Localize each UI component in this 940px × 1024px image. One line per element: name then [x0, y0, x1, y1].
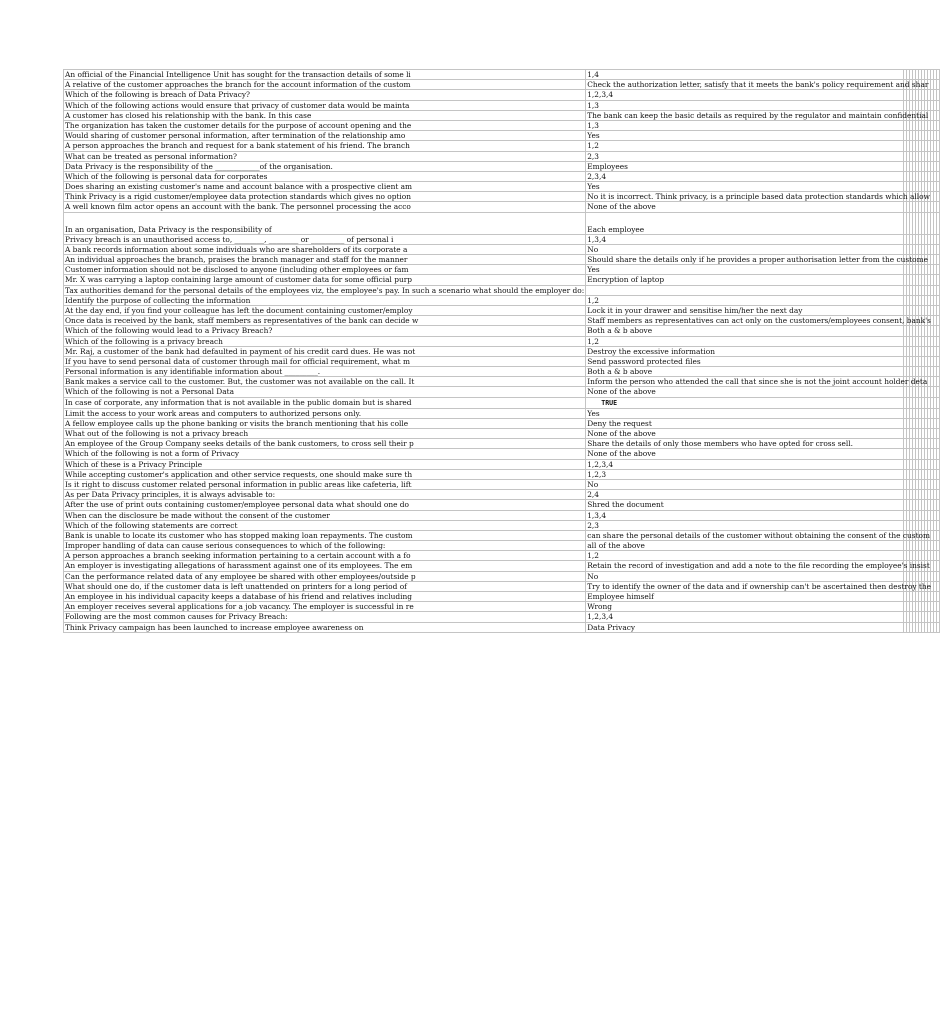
table-row — [64, 469, 940, 479]
answer-text: No it is incorrect. Think privacy, is a principle based data protection standards which allow — [587, 192, 930, 202]
answer-text: Employees — [587, 161, 628, 171]
answer-cell[interactable] — [586, 439, 904, 449]
answer-text: Encryption of laptop — [587, 275, 665, 285]
empty-cell[interactable] — [937, 161, 940, 171]
answer-text: No — [587, 571, 599, 581]
table-row — [64, 255, 940, 265]
empty-cell[interactable] — [937, 70, 940, 80]
question-cell[interactable]: Think Privacy is a rigid customer/employee data protection standards which gives no option — [64, 192, 586, 202]
empty-cell[interactable] — [937, 151, 940, 161]
answer-text: Staff members as representatives can act only on the customers/employees consent, bank's — [587, 316, 931, 326]
empty-cell[interactable] — [937, 520, 940, 530]
table-row — [64, 141, 940, 151]
answer-cell[interactable] — [586, 469, 904, 479]
answer-cell[interactable] — [586, 418, 904, 428]
table-row — [64, 120, 940, 130]
question-cell[interactable]: Which of the following statements are correct — [64, 520, 586, 530]
question-cell[interactable]: Improper handling of data can cause serious consequences to which of the following: — [64, 541, 586, 551]
question-cell[interactable]: An employee of the Group Company seeks details of the bank customers, to cross sell their p — [64, 439, 586, 449]
question-cell[interactable]: Data Privacy is the responsibility of the ____________of the organisation. — [64, 161, 586, 171]
question-cell[interactable]: Tax authorities demand for the personal details of the employees viz, the employee's pay. In such a scenario what should the employer do: — [65, 285, 585, 295]
question-cell[interactable]: A customer has closed his relationship with the bank. In this case — [64, 110, 586, 120]
table-row — [64, 367, 940, 377]
empty-cell[interactable] — [937, 418, 940, 428]
answer-cell[interactable] — [586, 100, 904, 110]
question-cell[interactable]: At the day end, if you find your colleague has left the document containing customer/employ — [64, 305, 586, 315]
answer-text: None of the above — [587, 449, 656, 459]
empty-cell[interactable] — [937, 581, 940, 591]
answer-text: 2,3,4 — [587, 171, 607, 181]
question-cell[interactable]: When can the disclosure be made without the consent of the customer — [64, 510, 586, 520]
table-row — [64, 131, 940, 141]
answer-cell[interactable] — [586, 90, 904, 100]
answer-cell[interactable] — [586, 479, 904, 489]
empty-cell[interactable] — [937, 326, 940, 336]
table-row — [64, 551, 940, 561]
empty-cell[interactable] — [937, 469, 940, 479]
table-row — [64, 612, 940, 622]
spreadsheet-grid — [63, 69, 940, 633]
answer-text: Inform the person who attended the call that since she is not the joint account holder deta — [587, 377, 928, 387]
empty-cell[interactable] — [937, 141, 940, 151]
question-cell[interactable]: What can be treated as personal information? — [64, 151, 586, 161]
question-cell[interactable]: The organization has taken the customer details for the purpose of account opening and the — [64, 120, 586, 130]
answer-cell[interactable] — [586, 571, 904, 581]
question-cell[interactable]: Would sharing of customer personal information, after termination of the relationship amo — [64, 131, 586, 141]
table-row — [64, 429, 940, 439]
empty-cell[interactable] — [937, 356, 940, 366]
table-row — [64, 439, 940, 449]
table-row — [64, 449, 940, 459]
empty-cell[interactable] — [937, 510, 940, 520]
empty-cell[interactable] — [937, 459, 940, 469]
table-row — [64, 530, 940, 540]
table-row — [64, 80, 940, 90]
answer-cell[interactable] — [586, 70, 904, 80]
question-cell[interactable]: A relative of the customer approaches the branch for the account information of the custom — [64, 80, 586, 90]
table-row — [64, 602, 940, 612]
empty-cell[interactable] — [937, 192, 940, 202]
table-row — [64, 110, 940, 120]
answer-text: Retain the record of investigation and add a note to the file recording the employee's insist — [587, 561, 930, 571]
answer-text: 1,4 — [587, 70, 599, 79]
answer-cell[interactable] — [586, 212, 904, 234]
question-cell[interactable]: Bank makes a service call to the customer. But, the customer was not available on the call. It — [64, 377, 586, 387]
answer-cell[interactable] — [586, 377, 928, 387]
question-cell[interactable]: Mr. Raj, a customer of the bank had defaulted in payment of his credit card dues. He was not — [64, 346, 586, 356]
question-cell[interactable]: A person approaches the branch and request for a bank statement of his friend. The branch — [64, 141, 586, 151]
answer-text: No — [587, 479, 599, 489]
table-row — [64, 561, 940, 571]
answer-text: 1,2 — [587, 295, 599, 305]
answer-text: 2,3 — [587, 520, 599, 530]
answer-text: Both a & b above — [587, 326, 653, 336]
table-row — [64, 500, 940, 510]
empty-cell[interactable] — [937, 530, 940, 540]
empty-cell[interactable] — [937, 110, 940, 120]
answer-cell[interactable] — [586, 120, 904, 130]
empty-cell[interactable] — [937, 275, 940, 285]
empty-cell[interactable] — [937, 171, 940, 181]
table-row — [64, 336, 940, 346]
empty-cell[interactable] — [937, 429, 940, 439]
answer-cell[interactable] — [586, 408, 904, 418]
table-row — [64, 571, 940, 581]
table-row — [64, 192, 940, 202]
table-row — [64, 285, 940, 295]
answer-cell[interactable] — [586, 510, 904, 520]
empty-cell[interactable] — [937, 80, 940, 90]
answer-cell[interactable] — [586, 551, 904, 561]
answer-cell[interactable] — [586, 80, 929, 90]
answer-text: Share the details of only those members who have opted for cross sell. — [587, 439, 853, 449]
empty-cell[interactable] — [937, 377, 940, 387]
answer-cell[interactable] — [586, 602, 904, 612]
question-cell[interactable]: As per Data Privacy principles, it is always advisable to: — [64, 490, 586, 500]
answer-text: None of the above — [587, 387, 656, 397]
question-cell[interactable]: An official of the Financial Intelligence Unit has sought for the transaction details of some li — [64, 70, 586, 80]
question-cell[interactable]: Which of the following is not a form of Privacy — [64, 449, 586, 459]
empty-cell[interactable] — [937, 561, 940, 571]
table-row — [64, 387, 940, 397]
question-cell[interactable]: Which of the following is not a Personal Data — [64, 387, 586, 397]
question-cell[interactable]: While accepting customer's application and other service requests, one should make sure th — [64, 469, 586, 479]
table-row — [64, 171, 940, 181]
answer-text: 2,4 — [587, 490, 599, 500]
answer-cell[interactable] — [586, 171, 904, 181]
answer-text: 1,2 — [587, 336, 599, 346]
empty-cell[interactable] — [937, 202, 940, 212]
table-row — [64, 161, 940, 171]
table-row — [64, 234, 940, 244]
empty-cell[interactable] — [937, 571, 940, 581]
empty-cell[interactable] — [937, 439, 940, 449]
table-row — [64, 510, 940, 520]
answer-text: Wrong — [587, 602, 612, 612]
answer-text: TRUE — [601, 398, 618, 407]
answer-cell[interactable] — [586, 316, 931, 326]
table-row — [64, 541, 940, 551]
table-row — [64, 265, 940, 275]
question-cell[interactable]: Which of the following is a privacy breach — [64, 336, 586, 346]
empty-cell[interactable] — [937, 295, 940, 305]
table-row — [64, 397, 940, 408]
question-cell[interactable]: Mr. X was carrying a laptop containing large amount of customer data for some official purp — [64, 275, 586, 285]
answer-cell[interactable] — [586, 367, 904, 377]
question-cell[interactable]: Privacy breach is an unauthorised access to, ________, ________ or _________ of personal i — [64, 234, 586, 244]
answer-text: Yes — [587, 131, 600, 141]
table-row — [64, 326, 940, 336]
question-cell[interactable]: A fellow employee calls up the phone banking or visits the branch mentioning that his colle — [64, 418, 586, 428]
answer-text: 1,2,3,4 — [587, 612, 614, 622]
table-row — [64, 151, 940, 161]
answer-text: 1,2 — [587, 141, 599, 151]
empty-cell[interactable] — [937, 622, 940, 632]
answer-cell[interactable] — [586, 530, 931, 540]
answer-text: Lock it in your drawer and sensitise him/her the next day — [587, 305, 803, 315]
empty-cell[interactable] — [937, 449, 940, 459]
answer-cell[interactable] — [586, 356, 904, 366]
empty-cell[interactable] — [937, 408, 940, 418]
empty-cell[interactable] — [937, 490, 940, 500]
answer-text: Should share the details only if he provides a proper authorisation letter from the custome — [587, 255, 929, 264]
table-row — [64, 70, 940, 80]
empty-cell[interactable] — [937, 397, 940, 408]
table-row — [64, 202, 940, 212]
answer-cell[interactable] — [586, 234, 904, 244]
empty-cell[interactable] — [937, 592, 940, 602]
answer-cell[interactable] — [586, 581, 932, 591]
empty-cell[interactable] — [937, 367, 940, 377]
empty-cell[interactable] — [937, 182, 940, 192]
question-cell[interactable]: What out of the following is not a privacy breach — [64, 429, 586, 439]
table-row — [64, 377, 940, 387]
answer-cell[interactable] — [586, 612, 904, 622]
empty-cell[interactable] — [937, 346, 940, 356]
answer-text: Destroy the excessive information — [587, 346, 715, 356]
table-row — [64, 346, 940, 356]
answer-cell[interactable] — [586, 387, 904, 397]
answer-text: Try to identify the owner of the data and if ownership can't be ascertained then destroy the — [587, 581, 932, 591]
question-cell[interactable]: Which of the following is personal data for corporates — [64, 171, 586, 181]
empty-cell[interactable] — [937, 131, 940, 141]
empty-cell[interactable] — [937, 336, 940, 346]
answer-cell[interactable] — [586, 305, 904, 315]
empty-cell[interactable] — [937, 602, 940, 612]
empty-cell[interactable] — [937, 316, 940, 326]
answer-text: Both a & b above — [587, 367, 653, 377]
empty-cell[interactable] — [937, 212, 940, 234]
empty-cell[interactable] — [937, 387, 940, 397]
answer-cell[interactable] — [586, 490, 904, 500]
answer-cell[interactable] — [586, 561, 930, 571]
question-cell[interactable]: A well known film actor opens an account with the bank. The personnel processing the acco — [64, 202, 586, 212]
question-cell[interactable]: Think Privacy campaign has been launched to increase employee awareness on — [64, 622, 586, 632]
answer-text: 1,2 — [587, 551, 599, 561]
empty-cell[interactable] — [937, 120, 940, 130]
answer-cell[interactable] — [586, 459, 904, 469]
answer-cell[interactable] — [586, 541, 904, 551]
answer-cell[interactable] — [586, 500, 904, 510]
empty-cell[interactable] — [937, 551, 940, 561]
table-row — [64, 520, 940, 530]
answer-cell[interactable] — [586, 592, 904, 602]
answer-text: Shred the document — [587, 500, 664, 510]
question-cell[interactable]: A bank records information about some individuals who are shareholders of its corporate a — [64, 244, 586, 254]
answer-cell[interactable] — [586, 336, 904, 346]
answer-text: 1,2,3 — [587, 469, 607, 479]
question-cell[interactable]: An employer is investigating allegations of harassment against one of its employees. The em — [64, 561, 586, 571]
answer-text: Each employee — [587, 224, 645, 234]
question-cell[interactable]: Which of these is a Privacy Principle — [64, 459, 586, 469]
answer-cell[interactable] — [586, 141, 904, 151]
empty-cell[interactable] — [937, 255, 940, 265]
answer-text: Check the authorization letter, satisfy that it meets the bank's policy requirement and shar — [587, 80, 929, 90]
answer-cell[interactable] — [586, 192, 930, 202]
answer-cell[interactable] — [586, 182, 904, 192]
answer-cell[interactable] — [586, 151, 904, 161]
question-cell[interactable]: Personal information is any identifiable information about _________. — [64, 367, 586, 377]
table-row — [64, 592, 940, 602]
empty-cell[interactable] — [937, 234, 940, 244]
answer-cell[interactable] — [586, 275, 904, 285]
question-cell[interactable]: Identify the purpose of collecting the information — [64, 295, 586, 305]
empty-cell[interactable] — [937, 305, 940, 315]
answer-cell[interactable] — [586, 429, 904, 439]
table-row — [64, 316, 940, 326]
answer-text: None of the above — [587, 202, 656, 212]
answer-text: 2,3 — [587, 151, 599, 161]
answer-text: The bank can keep the basic details as required by the regulator and maintain confidential — [587, 110, 929, 120]
question-cell[interactable]: Does sharing an existing customer's name and account balance with a prospective client am — [64, 182, 586, 192]
table-row — [64, 459, 940, 469]
answer-text: Yes — [587, 408, 600, 418]
answer-text: Yes — [587, 265, 600, 275]
answer-text: 1,2,3,4 — [587, 90, 614, 100]
answer-cell[interactable] — [586, 295, 904, 305]
answer-text: all of the above — [587, 541, 645, 551]
answer-text: Employee himself — [587, 592, 654, 601]
answer-cell[interactable] — [586, 285, 904, 295]
table-row — [64, 479, 940, 489]
empty-cell[interactable] — [937, 541, 940, 551]
question-cell[interactable]: Is it right to discuss customer related personal information in public areas like cafeteria, lift — [64, 479, 586, 489]
answer-text: Deny the request — [587, 418, 652, 428]
question-cell[interactable]: Which of the following actions would ensure that privacy of customer data would be mainta — [64, 100, 586, 110]
table-row — [64, 622, 940, 632]
question-cell[interactable]: In an organisation, Data Privacy is the responsibility of — [64, 212, 586, 234]
answer-cell[interactable] — [586, 520, 904, 530]
table-row — [64, 100, 940, 110]
question-cell[interactable]: Can the performance related data of any employee be shared with other employees/outside p — [64, 571, 586, 581]
question-cell[interactable]: Which of the following is breach of Data Privacy? — [64, 90, 586, 100]
answer-text: 1,3,4 — [587, 234, 607, 244]
table-row — [64, 295, 940, 305]
empty-cell[interactable] — [937, 500, 940, 510]
answer-cell[interactable] — [586, 326, 904, 336]
answer-cell[interactable] — [586, 346, 904, 356]
answer-text: 1,3 — [587, 120, 599, 130]
answer-cell[interactable] — [586, 110, 929, 120]
question-cell[interactable]: An employee in his individual capacity keeps a database of his friend and relatives including — [64, 592, 586, 602]
question-cell[interactable]: A person approaches a branch seeking information pertaining to a certain account with a fo — [64, 551, 586, 561]
empty-cell[interactable] — [937, 90, 940, 100]
question-cell[interactable]: If you have to send personal data of customer through mail for official requirement, what m — [64, 356, 586, 366]
answer-cell[interactable] — [586, 131, 904, 141]
question-cell[interactable]: An employer receives several applications for a job vacancy. The employer is successful in re — [64, 602, 586, 612]
table-row — [64, 212, 940, 234]
answer-text: can share the personal details of the customer without obtaining the consent of the custom — [587, 530, 931, 540]
answer-text: Send password protected files — [587, 356, 701, 366]
answer-text: 1,3,4 — [587, 510, 607, 520]
empty-cell[interactable] — [937, 285, 940, 295]
table-row — [64, 356, 940, 366]
question-cell[interactable]: Customer information should not be disclosed to anyone (including other employees or fam — [64, 265, 586, 275]
empty-cell[interactable] — [937, 479, 940, 489]
answer-text: 1,2,3,4 — [587, 459, 614, 469]
empty-cell[interactable] — [937, 265, 940, 275]
answer-text: Data Privacy — [587, 622, 636, 632]
table-row — [64, 490, 940, 500]
table-row — [64, 408, 940, 418]
table-row — [64, 244, 940, 254]
answer-cell[interactable] — [586, 244, 904, 254]
question-cell[interactable]: Which of the following would lead to a Privacy Breach? — [64, 326, 586, 336]
answer-text: Yes — [587, 182, 600, 192]
table-row — [64, 305, 940, 315]
answer-cell[interactable] — [586, 255, 929, 265]
question-cell[interactable]: In case of corporate, any information that is not available in the public domain but is shared — [64, 397, 586, 408]
table-row — [64, 275, 940, 285]
table-row — [64, 90, 940, 100]
table-row — [64, 418, 940, 428]
answer-cell[interactable] — [586, 265, 904, 275]
answer-cell[interactable] — [586, 449, 904, 459]
empty-cell[interactable] — [937, 244, 940, 254]
table-row — [64, 182, 940, 192]
empty-cell[interactable] — [937, 612, 940, 622]
answer-cell[interactable] — [586, 397, 904, 408]
answer-cell[interactable] — [586, 622, 904, 632]
question-cell[interactable]: Bank is unable to locate its customer who has stopped making loan repayments. The custom — [64, 530, 586, 540]
answer-cell[interactable] — [586, 161, 904, 171]
answer-text: None of the above — [587, 429, 656, 438]
answer-text: No — [587, 244, 599, 254]
question-cell[interactable]: An individual approaches the branch, praises the branch manager and staff for the manner — [64, 255, 586, 265]
answer-text: 1,3 — [587, 100, 599, 110]
answer-cell[interactable] — [586, 202, 904, 212]
question-cell[interactable]: Following are the most common causes for Privacy Breach: — [64, 612, 586, 622]
question-cell[interactable]: Once data is received by the bank, staff members as representatives of the bank can decide w — [64, 316, 586, 326]
question-cell[interactable]: Limit the access to your work areas and computers to authorized persons only. — [64, 408, 586, 418]
table-row — [64, 581, 940, 591]
empty-cell[interactable] — [937, 100, 940, 110]
question-cell[interactable]: What should one do, if the customer data is left unattended on printers for a long period of — [64, 581, 586, 591]
question-cell[interactable]: After the use of print outs containing customer/employee personal data what should one do — [64, 500, 586, 510]
